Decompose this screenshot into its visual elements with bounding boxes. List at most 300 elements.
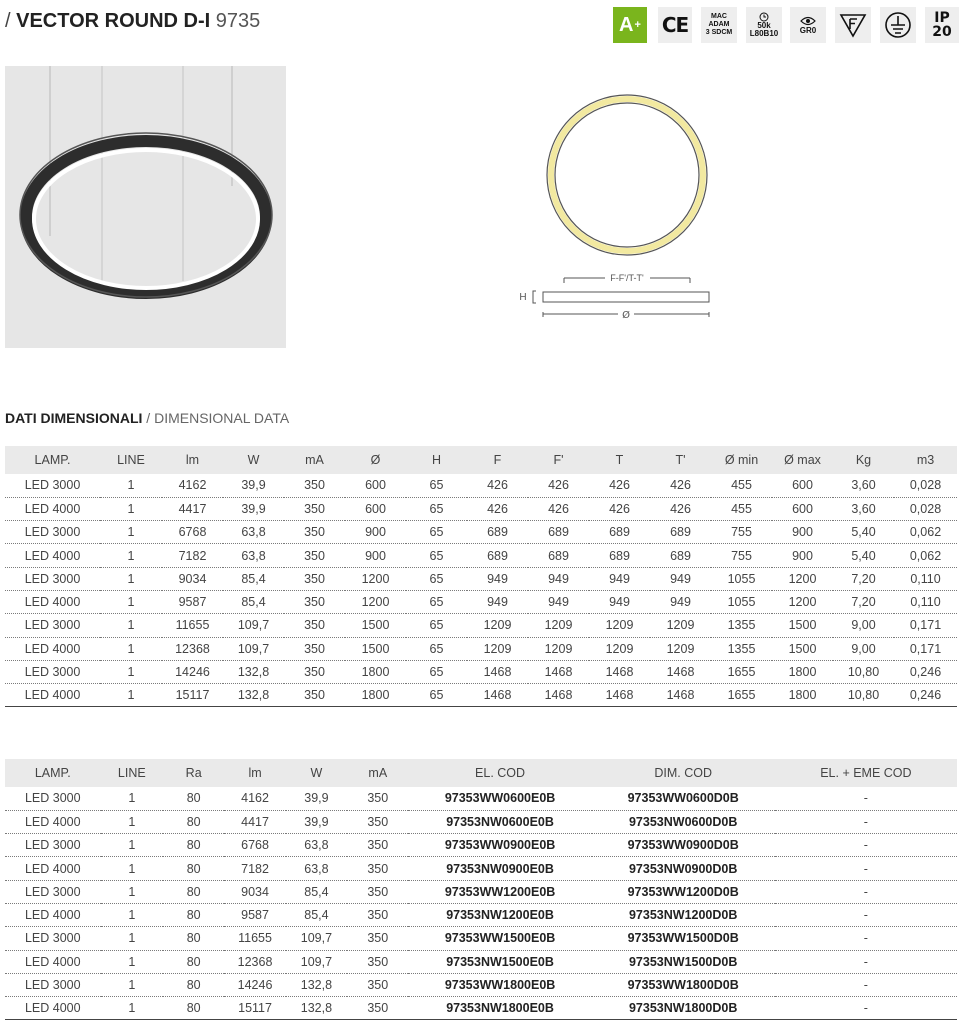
table-cell: 350 xyxy=(347,810,408,833)
table-cell: 97353WW1500E0B xyxy=(408,927,591,950)
column-header: Kg xyxy=(833,446,894,474)
table-cell: 600 xyxy=(772,497,833,520)
table-row xyxy=(5,973,957,996)
table-cell: LED 4000 xyxy=(5,497,100,520)
table-cell: 80 xyxy=(163,834,224,857)
table-cell: 85,4 xyxy=(223,567,284,590)
table-cell: 97353WW1800E0B xyxy=(408,973,591,996)
table-cell: 350 xyxy=(284,544,345,567)
table-cell: 85,4 xyxy=(286,880,347,903)
f-mark-icon xyxy=(835,7,871,43)
table-cell: 1 xyxy=(101,903,163,926)
table-cell: 689 xyxy=(528,521,589,544)
table-cell: 350 xyxy=(284,474,345,497)
table-row xyxy=(5,660,957,683)
column-header: mA xyxy=(347,759,408,787)
table-cell: 39,9 xyxy=(223,474,284,497)
table-cell: LED 3000 xyxy=(5,521,100,544)
table-cell: 4417 xyxy=(162,497,223,520)
section-title-en: DIMENSIONAL DATA xyxy=(154,410,290,426)
table-cell: 1468 xyxy=(467,660,528,683)
table-cell: 9,00 xyxy=(833,614,894,637)
table-cell: 350 xyxy=(284,684,345,707)
table-cell: 1 xyxy=(100,544,162,567)
table-cell: 1 xyxy=(101,857,163,880)
table-cell: 900 xyxy=(772,521,833,544)
photobiological-icon xyxy=(790,7,826,43)
macadam-line1: MAC xyxy=(711,13,727,20)
table-row xyxy=(5,590,957,613)
column-header: LAMP. xyxy=(5,759,101,787)
table-cell: 350 xyxy=(347,880,408,903)
table-cell: 0,062 xyxy=(894,544,957,567)
table-cell: 949 xyxy=(467,590,528,613)
table-cell: 97353NW0900E0B xyxy=(408,857,591,880)
table-cell: - xyxy=(775,903,957,926)
section-heading xyxy=(5,410,289,426)
table-cell: 97353WW0600D0B xyxy=(592,787,775,810)
table-cell: 85,4 xyxy=(223,590,284,613)
table-row xyxy=(5,544,957,567)
column-header: Ø min xyxy=(711,446,772,474)
energy-class-letter: A xyxy=(619,13,634,36)
column-header: Ø xyxy=(345,446,406,474)
table-cell: 350 xyxy=(347,903,408,926)
table-cell: 39,9 xyxy=(286,787,347,810)
table-cell: 97353NW0600E0B xyxy=(408,810,591,833)
table-cell: 350 xyxy=(284,590,345,613)
table-cell: 65 xyxy=(406,497,467,520)
table-cell: 4162 xyxy=(162,474,223,497)
table-row xyxy=(5,903,957,926)
table-cell: 9587 xyxy=(224,903,285,926)
table-cell: 949 xyxy=(528,590,589,613)
column-header: LINE xyxy=(100,446,162,474)
table-cell: 455 xyxy=(711,497,772,520)
table-cell: 426 xyxy=(528,474,589,497)
column-header: W xyxy=(223,446,284,474)
table-cell: 1800 xyxy=(345,684,406,707)
table-cell: - xyxy=(775,787,957,810)
table-cell: 3,60 xyxy=(833,474,894,497)
table-cell: 1 xyxy=(100,497,162,520)
macadam-icon xyxy=(701,7,737,43)
table-cell: LED 3000 xyxy=(5,660,100,683)
table-cell: LED 4000 xyxy=(5,857,101,880)
column-header: T xyxy=(589,446,650,474)
table-cell: 350 xyxy=(347,927,408,950)
table-cell: 5,40 xyxy=(833,521,894,544)
table-cell: 350 xyxy=(284,567,345,590)
product-title xyxy=(5,10,260,33)
table-cell: 39,9 xyxy=(223,497,284,520)
column-header: LAMP. xyxy=(5,446,100,474)
table-cell: 97353WW0600E0B xyxy=(408,787,591,810)
table-cell: LED 3000 xyxy=(5,973,101,996)
table-cell: 426 xyxy=(467,474,528,497)
table-cell: 350 xyxy=(347,973,408,996)
table-row xyxy=(5,834,957,857)
table-cell: 1209 xyxy=(467,637,528,660)
column-header: LINE xyxy=(101,759,163,787)
table-cell: 10,80 xyxy=(833,684,894,707)
table-cell: LED 3000 xyxy=(5,567,100,590)
title-slash: / xyxy=(5,10,11,32)
table-cell: 65 xyxy=(406,614,467,637)
column-header: Ra xyxy=(163,759,224,787)
table-cell: LED 4000 xyxy=(5,810,101,833)
dimension-label-diameter: Ø xyxy=(622,310,630,321)
table-cell: 350 xyxy=(284,521,345,544)
table-cell: 63,8 xyxy=(286,834,347,857)
table-cell: 109,7 xyxy=(223,637,284,660)
table-row xyxy=(5,614,957,637)
table-header-row xyxy=(5,446,957,474)
table-cell: 1055 xyxy=(711,590,772,613)
table-cell: 63,8 xyxy=(286,857,347,880)
table-cell: 1468 xyxy=(650,660,711,683)
table-cell: LED 4000 xyxy=(5,590,100,613)
dimensional-data-table xyxy=(5,446,957,707)
table-cell: 15117 xyxy=(224,997,285,1020)
table-cell: 14246 xyxy=(162,660,223,683)
table-cell: 9034 xyxy=(162,567,223,590)
table-cell: 97353NW1200D0B xyxy=(592,903,775,926)
table-cell: 5,40 xyxy=(833,544,894,567)
table-cell: 1 xyxy=(101,997,163,1020)
table-cell: 63,8 xyxy=(223,521,284,544)
table-cell: 6768 xyxy=(224,834,285,857)
table-cell: 4417 xyxy=(224,810,285,833)
table-cell: 65 xyxy=(406,637,467,660)
column-header: H xyxy=(406,446,467,474)
table-cell: 1209 xyxy=(650,637,711,660)
table-cell: 600 xyxy=(345,474,406,497)
table-cell: 80 xyxy=(163,880,224,903)
table-cell: 1209 xyxy=(589,614,650,637)
ring-drawing xyxy=(510,85,730,325)
table-cell: 1 xyxy=(101,927,163,950)
table-cell: 80 xyxy=(163,857,224,880)
table-cell: LED 4000 xyxy=(5,544,100,567)
table-cell: 97353WW1200E0B xyxy=(408,880,591,903)
table-cell: 7182 xyxy=(162,544,223,567)
table-cell: 1 xyxy=(100,660,162,683)
eye-icon xyxy=(800,16,816,26)
macadam-line3: 3 SDCM xyxy=(705,29,733,36)
table-cell: 9,00 xyxy=(833,637,894,660)
table-cell: 7,20 xyxy=(833,567,894,590)
table-cell: 97353NW1800D0B xyxy=(592,997,775,1020)
table-cell: 350 xyxy=(347,857,408,880)
ring-luminaire-image xyxy=(5,66,286,348)
table-cell: 4162 xyxy=(224,787,285,810)
table-cell: 689 xyxy=(650,544,711,567)
table-cell: 949 xyxy=(589,567,650,590)
table-cell: 949 xyxy=(650,567,711,590)
table-cell: 80 xyxy=(163,997,224,1020)
table-cell: 900 xyxy=(772,544,833,567)
table-header-row xyxy=(5,759,957,787)
table-cell: 1800 xyxy=(772,684,833,707)
table-cell: 1209 xyxy=(589,637,650,660)
table-cell: 63,8 xyxy=(223,544,284,567)
table-cell: 1468 xyxy=(528,660,589,683)
table-cell: 1 xyxy=(100,684,162,707)
table-cell: 0,028 xyxy=(894,497,957,520)
table-cell: 109,7 xyxy=(286,950,347,973)
table-row xyxy=(5,880,957,903)
table-cell: 949 xyxy=(650,590,711,613)
table-cell: 1 xyxy=(101,950,163,973)
table-cell: 97353NW1800E0B xyxy=(408,997,591,1020)
column-header: EL. COD xyxy=(408,759,591,787)
table-cell: 0,110 xyxy=(894,590,957,613)
column-header: T' xyxy=(650,446,711,474)
table-cell: 689 xyxy=(589,521,650,544)
table-cell: 350 xyxy=(284,637,345,660)
table-cell: 80 xyxy=(163,973,224,996)
table-cell: 1500 xyxy=(772,614,833,637)
table-cell: 109,7 xyxy=(286,927,347,950)
table-cell: 65 xyxy=(406,684,467,707)
table-cell: 1055 xyxy=(711,567,772,590)
risk-group-label: GR0 xyxy=(799,25,817,35)
table-cell: 65 xyxy=(406,567,467,590)
table-cell: 1209 xyxy=(528,637,589,660)
table-cell: 1209 xyxy=(650,614,711,637)
table-cell: - xyxy=(775,950,957,973)
table-cell: 1 xyxy=(100,614,162,637)
table-cell: 1200 xyxy=(772,590,833,613)
table-row xyxy=(5,474,957,497)
table-cell: 65 xyxy=(406,474,467,497)
table-cell: 1500 xyxy=(345,614,406,637)
table-cell: 1800 xyxy=(772,660,833,683)
table-cell: 1 xyxy=(100,521,162,544)
table-cell: 97353NW1500E0B xyxy=(408,950,591,973)
table-cell: 1 xyxy=(101,834,163,857)
table-cell: - xyxy=(775,810,957,833)
earth-ground-icon xyxy=(880,7,916,43)
column-header: Ø max xyxy=(772,446,833,474)
table-cell: 65 xyxy=(406,521,467,544)
table-cell: LED 4000 xyxy=(5,997,101,1020)
table-cell: 350 xyxy=(347,997,408,1020)
table-cell: 426 xyxy=(650,474,711,497)
lifetime-icon xyxy=(746,7,782,43)
column-header: DIM. COD xyxy=(592,759,775,787)
table-row xyxy=(5,787,957,810)
table-cell: 455 xyxy=(711,474,772,497)
product-number: 9735 xyxy=(215,10,261,32)
table-row xyxy=(5,567,957,590)
table-cell: 132,8 xyxy=(223,684,284,707)
table-cell: 0,110 xyxy=(894,567,957,590)
column-header: m3 xyxy=(894,446,957,474)
table-cell: 755 xyxy=(711,544,772,567)
table-cell: 0,246 xyxy=(894,660,957,683)
table-cell: 1 xyxy=(100,474,162,497)
table-cell: 1655 xyxy=(711,660,772,683)
energy-class-icon xyxy=(613,7,647,43)
macadam-line2: ADAM xyxy=(708,21,730,28)
table-cell: LED 4000 xyxy=(5,903,101,926)
table-cell: 97353NW0600D0B xyxy=(592,810,775,833)
table-cell: 109,7 xyxy=(223,614,284,637)
table-row xyxy=(5,497,957,520)
table-cell: 65 xyxy=(406,590,467,613)
table-cell: 1800 xyxy=(345,660,406,683)
table-cell: 350 xyxy=(284,497,345,520)
technical-drawing xyxy=(510,85,730,325)
table-cell: 0,171 xyxy=(894,614,957,637)
column-header: F xyxy=(467,446,528,474)
table-cell: 65 xyxy=(406,544,467,567)
table-cell: - xyxy=(775,973,957,996)
table-cell: 1500 xyxy=(345,637,406,660)
lifetime-hours: 50k xyxy=(757,21,771,30)
table-cell: 689 xyxy=(589,544,650,567)
ip-value: 20 xyxy=(932,24,952,40)
table-row xyxy=(5,927,957,950)
table-cell: 97353NW0900D0B xyxy=(592,857,775,880)
table-cell: 1200 xyxy=(345,590,406,613)
table-cell: 9587 xyxy=(162,590,223,613)
table-cell: 3,60 xyxy=(833,497,894,520)
table-cell: 12368 xyxy=(224,950,285,973)
table-cell: 1200 xyxy=(772,567,833,590)
table-cell: 85,4 xyxy=(286,903,347,926)
table-cell: 350 xyxy=(347,834,408,857)
table-cell: 0,028 xyxy=(894,474,957,497)
table-cell: 426 xyxy=(589,497,650,520)
product-codes-table xyxy=(5,759,957,1020)
table-cell: 949 xyxy=(589,590,650,613)
table-cell: 97353WW1200D0B xyxy=(592,880,775,903)
column-header: lm xyxy=(162,446,223,474)
table-cell: - xyxy=(775,834,957,857)
table-cell: 426 xyxy=(650,497,711,520)
table-cell: 350 xyxy=(284,614,345,637)
table-cell: LED 3000 xyxy=(5,880,101,903)
table-cell: 1355 xyxy=(711,614,772,637)
table-cell: 426 xyxy=(528,497,589,520)
table-cell: 0,246 xyxy=(894,684,957,707)
table-cell: 97353WW1500D0B xyxy=(592,927,775,950)
table-cell: 350 xyxy=(347,950,408,973)
table-cell: 10,80 xyxy=(833,660,894,683)
table-cell: 39,9 xyxy=(286,810,347,833)
table-cell: 11655 xyxy=(162,614,223,637)
table-cell: 1468 xyxy=(589,684,650,707)
column-header: F' xyxy=(528,446,589,474)
table-cell: 132,8 xyxy=(286,973,347,996)
table-cell: 80 xyxy=(163,950,224,973)
table-cell: 7182 xyxy=(224,857,285,880)
table-row xyxy=(5,950,957,973)
table-cell: 14246 xyxy=(224,973,285,996)
table-cell: 97353WW0900D0B xyxy=(592,834,775,857)
ip-rating-icon xyxy=(925,7,959,43)
table-cell: 9034 xyxy=(224,880,285,903)
table-cell: 600 xyxy=(345,497,406,520)
table-cell: LED 3000 xyxy=(5,787,101,810)
table-cell: LED 3000 xyxy=(5,927,101,950)
table-cell: 350 xyxy=(284,660,345,683)
table-cell: 97353NW1500D0B xyxy=(592,950,775,973)
table-cell: 0,062 xyxy=(894,521,957,544)
table-cell: 80 xyxy=(163,927,224,950)
dimension-label-h: H xyxy=(519,292,527,303)
table-cell: 1 xyxy=(100,567,162,590)
table-cell: - xyxy=(775,997,957,1020)
table-cell: 1209 xyxy=(528,614,589,637)
table-cell: 1500 xyxy=(772,637,833,660)
table-cell: 132,8 xyxy=(223,660,284,683)
table-cell: LED 4000 xyxy=(5,950,101,973)
table-cell: 1468 xyxy=(467,684,528,707)
table-cell: 1468 xyxy=(528,684,589,707)
table-cell: 900 xyxy=(345,521,406,544)
table-cell: 15117 xyxy=(162,684,223,707)
table-cell: 1 xyxy=(100,637,162,660)
table-cell: 65 xyxy=(406,660,467,683)
table-cell: - xyxy=(775,857,957,880)
table-cell: 900 xyxy=(345,544,406,567)
column-header: lm xyxy=(224,759,285,787)
table-row xyxy=(5,637,957,660)
table-cell: 1 xyxy=(100,590,162,613)
table-cell: 97353NW1200E0B xyxy=(408,903,591,926)
table-cell: 11655 xyxy=(224,927,285,950)
table-cell: 350 xyxy=(347,787,408,810)
table-cell: - xyxy=(775,880,957,903)
lifetime-rating: L80B10 xyxy=(749,29,779,38)
table-cell: 80 xyxy=(163,787,224,810)
energy-class-plus: + xyxy=(634,19,641,31)
table-cell: 1 xyxy=(101,973,163,996)
table-cell: LED 3000 xyxy=(5,834,101,857)
table-cell: 600 xyxy=(772,474,833,497)
table-cell: 1468 xyxy=(650,684,711,707)
table-cell: 689 xyxy=(467,544,528,567)
table-cell: 0,171 xyxy=(894,637,957,660)
table-cell: 426 xyxy=(467,497,528,520)
table-cell: 1655 xyxy=(711,684,772,707)
table-cell: LED 3000 xyxy=(5,614,100,637)
table-cell: 12368 xyxy=(162,637,223,660)
table-cell: LED 4000 xyxy=(5,684,100,707)
table-row xyxy=(5,810,957,833)
table-cell: - xyxy=(775,927,957,950)
column-header: W xyxy=(286,759,347,787)
table-cell: 689 xyxy=(528,544,589,567)
table-row xyxy=(5,521,957,544)
table-cell: 755 xyxy=(711,521,772,544)
table-cell: 1 xyxy=(101,880,163,903)
table-cell: 1468 xyxy=(589,660,650,683)
table-cell: 689 xyxy=(467,521,528,544)
table-cell: 132,8 xyxy=(286,997,347,1020)
dimension-label-f-t: F-F'/T-T' xyxy=(610,273,644,283)
table-row xyxy=(5,997,957,1020)
table-cell: 6768 xyxy=(162,521,223,544)
table-cell: 1355 xyxy=(711,637,772,660)
ip-label: IP xyxy=(934,10,950,26)
table-cell: 80 xyxy=(163,810,224,833)
product-photo xyxy=(5,66,286,348)
